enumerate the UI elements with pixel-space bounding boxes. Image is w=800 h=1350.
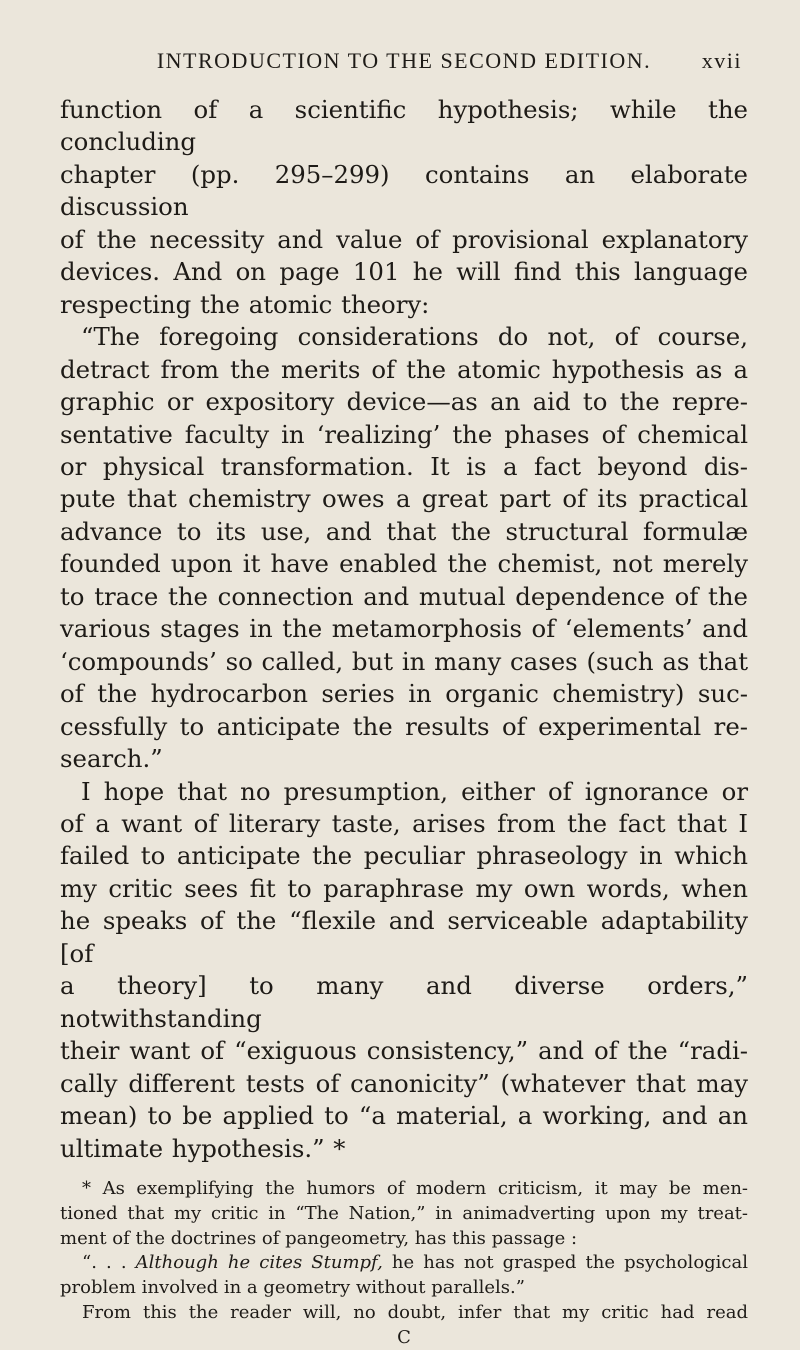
text-line: function of a scientific hypothesis; while the concluding — [60, 95, 748, 157]
footnote — [60, 1177, 748, 1326]
footnote-quote-rest: he has not grasped the psychological — [382, 1252, 748, 1274]
quote-line: detract from the merits of the atomic hypothesis as a — [60, 354, 748, 384]
footnote-line: problem involved in a geometry without parallels.” — [60, 1277, 525, 1299]
quote-line: founded upon it have enabled the chemist, not merely — [60, 549, 748, 579]
quote-line: “The foregoing considerations do not, of course, — [81, 322, 748, 352]
text-line: ultimate hypothesis.” * — [60, 1133, 346, 1163]
quote-line: various stages in the metamorphosis of ‘elements’ and — [60, 614, 748, 644]
text-line: respecting the atomic theory: — [60, 289, 430, 319]
footnote-line: * As exemplifying the humors of modern criticism, it may be men- — [82, 1177, 748, 1199]
footnote-line: From this the reader will, no doubt, infer that my critic had read — [82, 1301, 748, 1323]
text-line: my critic sees fit to paraphrase my own words, when — [60, 873, 748, 903]
signature-mark: C — [397, 1326, 411, 1348]
quote-line: of the hydrocarbon series in organic chemistry) suc- — [60, 679, 748, 709]
quote-line: ‘compounds’ so called, but in many cases (such as that — [60, 646, 748, 676]
quote-line: advance to its use, and that the structural formulæ — [60, 516, 748, 546]
text-line: of the necessity and value of provisional explanatory — [60, 224, 748, 254]
text-line: of a want of literary taste, arises from the fact that I — [60, 808, 748, 838]
quote-line: graphic or expository device—as an aid to the repre- — [60, 387, 748, 417]
text-line: a theory] to many and diverse orders,” notwithstanding — [60, 971, 748, 1033]
text-line: devices. And on page 101 he will find this language — [60, 257, 748, 287]
footnote-line: tioned that my critic in “The Nation,” in animadverting upon my treat- — [60, 1202, 748, 1224]
quote-line: to trace the connection and mutual dependence of the — [60, 581, 748, 611]
text-line: mean) to be applied to “a material, a working, and an — [60, 1101, 748, 1131]
quote-line: or physical transformation. It is a fact beyond dis- — [60, 451, 748, 481]
text-line: cally different tests of canonicity” (whatever that may — [60, 1068, 748, 1098]
footnote-quote-prefix: “. . . — [82, 1252, 136, 1274]
book-page — [60, 46, 748, 1350]
footnote-quote-line — [60, 1251, 748, 1276]
running-head — [60, 46, 748, 94]
text-line: he speaks of the “flexile and serviceable adaptability [of — [60, 906, 748, 968]
page-number: xvii — [701, 48, 742, 73]
text-line: I hope that no presumption, either of ignorance or — [81, 776, 748, 806]
quote-line: pute that chemistry owes a great part of its practical — [60, 484, 748, 514]
main-text — [60, 94, 748, 1165]
footnote-line: ment of the doctrines of pangeometry, has this passage : — [60, 1227, 578, 1249]
quote-line: sentative faculty in ‘realizing’ the phases of chemical — [60, 419, 748, 449]
text-line: their want of “exiguous consistency,” and of the “radi- — [60, 1036, 748, 1066]
text-line: failed to anticipate the peculiar phraseology in which — [60, 841, 748, 871]
running-title: INTRODUCTION TO THE SECOND EDITION. — [156, 48, 652, 73]
text-line: chapter (pp. 295–299) contains an elaborate discussion — [60, 159, 748, 222]
quote-line: search.” — [60, 744, 163, 774]
quote-line: cessfully to anticipate the results of experimental re- — [60, 711, 748, 741]
footnote-quote-italic: Although he cites Stumpf, — [135, 1252, 383, 1274]
